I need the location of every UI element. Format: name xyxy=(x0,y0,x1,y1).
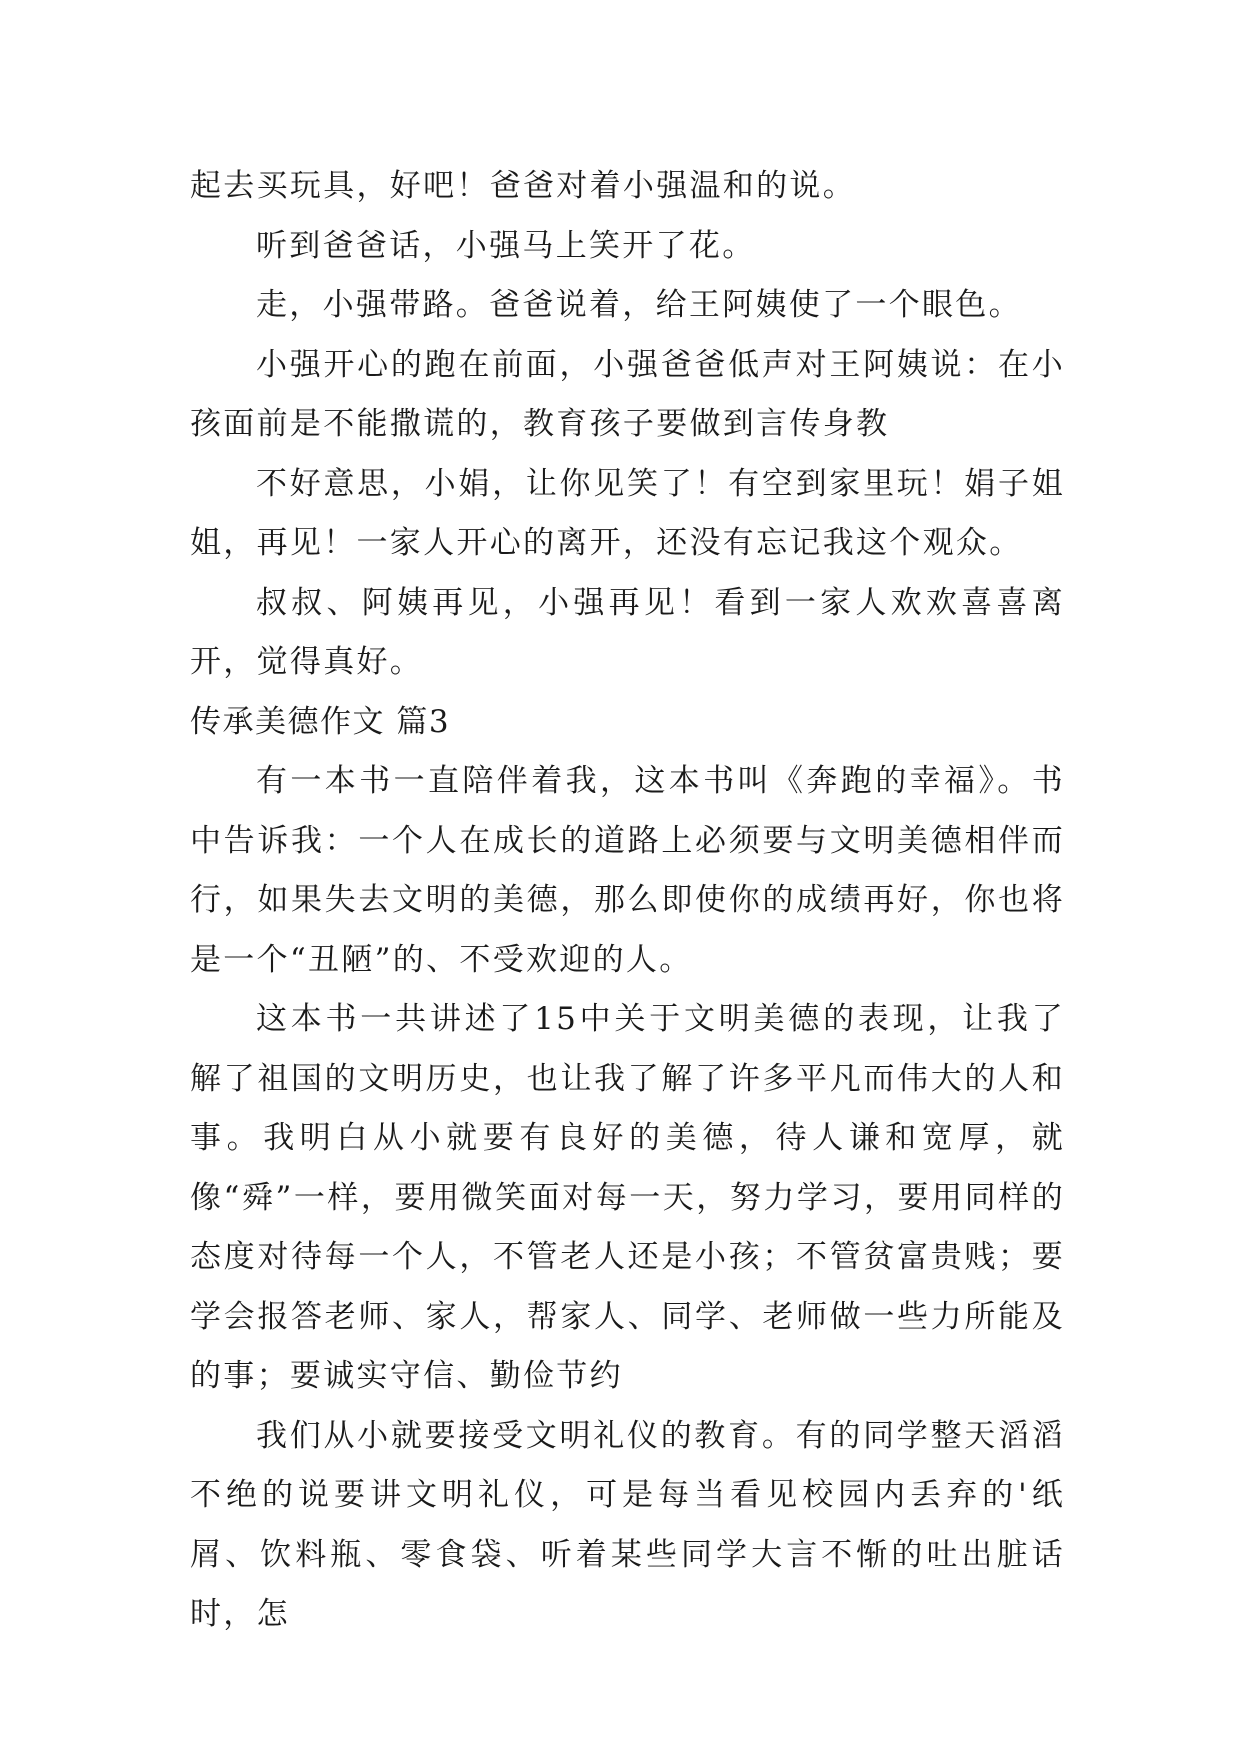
paragraph-1: 起去买玩具，好吧！爸爸对着小强温和的说。 xyxy=(190,168,856,204)
paragraph-7: 有一本书一直陪伴着我，这本书叫《奔跑的幸福》。书中告诉我：一个人在成长的道路上必须要与文明美德相伴而行，如果失去文明的美德，那么即使你的成绩再好，你也将是一个“丑陋”的、不受欢迎的人。 xyxy=(190,763,1065,978)
paragraph-5: 不好意思，小娟，让你见笑了！有空到家里玩！娟子姐姐，再见！一家人开心的离开，还没有忘记我这个观众。 xyxy=(190,465,1065,561)
section-heading: 传承美德作文 篇3 xyxy=(190,703,451,740)
paragraph-2: 听到爸爸话，小强马上笑开了花。 xyxy=(256,227,756,264)
paragraph-9: 我们从小就要接受文明礼仪的教育。有的同学整天滔滔不绝的说要讲文明礼仪，可是每当看见校园内丢弃的'纸屑、饮料瓶、零食袋、听着某些同学大言不惭的吐出脏话时，怎 xyxy=(190,1417,1065,1632)
paragraph-8: 这本书一共讲述了15中关于文明美德的表现，让我了解了祖国的文明历史，也让我了解了许多平凡而伟大的人和事。我明白从小就要有良好的美德，待人谦和宽厚，就像“舜”一样，要用微笑面对每一天，努力学习，要用同样的态度对待每一个人，不管老人还是小孩；不管贫富贵贱；要学会报答老师、家人，帮家人、同学、老师做一些力所能及的事；要诚实守信、勤俭节约 xyxy=(190,1001,1065,1394)
paragraph-3: 走，小强带路。爸爸说着，给王阿姨使了一个眼色。 xyxy=(256,287,1022,323)
paragraph-6: 叔叔、阿姨再见，小强再见！看到一家人欢欢喜喜离开，觉得真好。 xyxy=(190,584,1065,680)
document-body xyxy=(190,157,1065,1645)
paragraph-4: 小强开心的跑在前面，小强爸爸低声对王阿姨说：在小孩面前是不能撒谎的，教育孩子要做到言传身教 xyxy=(190,346,1065,442)
